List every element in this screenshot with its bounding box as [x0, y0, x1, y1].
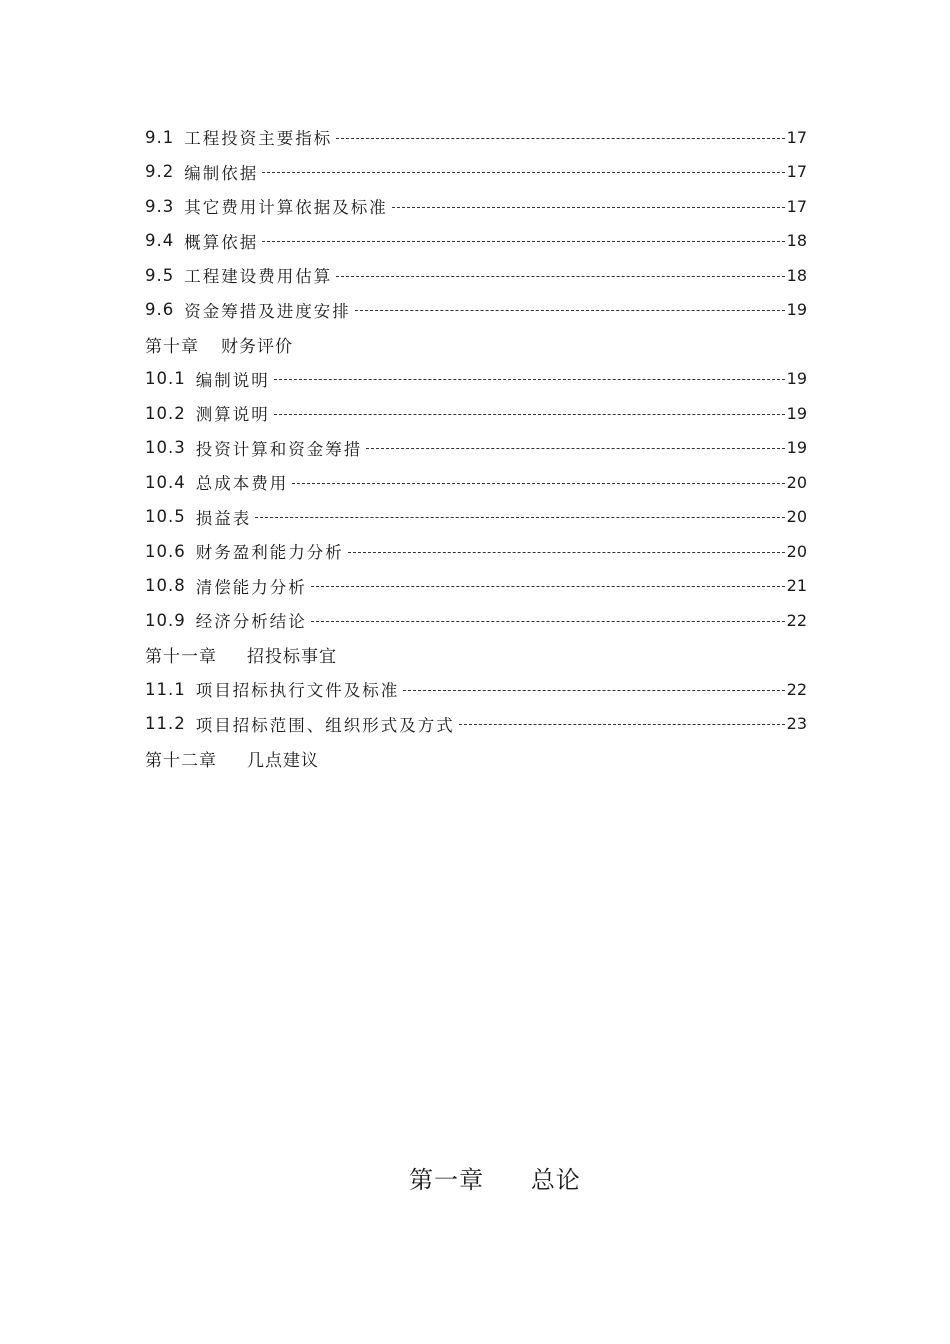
toc-entry-number: 9.4 [145, 231, 175, 251]
toc-leader [392, 207, 785, 208]
chapter-title: 总论 [530, 1166, 581, 1194]
toc-entry[interactable] [145, 362, 807, 397]
toc-entry-page: 19 [786, 403, 807, 423]
toc-entry[interactable] [145, 465, 807, 500]
toc-leader [311, 586, 785, 587]
toc-entry-page: 18 [786, 231, 807, 251]
toc-entry-page: 23 [786, 714, 807, 734]
toc-chapter-title: 财务评价 [221, 336, 293, 357]
toc-leader [459, 724, 785, 725]
toc-entry-page: 19 [786, 300, 807, 320]
toc-entry-page: 22 [786, 679, 807, 699]
toc-leader [403, 690, 784, 691]
toc-entry[interactable] [145, 155, 807, 190]
toc-leader [355, 310, 785, 311]
toc-entry-label: 其它费用计算依据及标准 [184, 198, 388, 218]
toc-leader [366, 448, 784, 449]
toc-entry[interactable] [145, 672, 807, 707]
toc-entry-label: 工程建设费用估算 [184, 267, 333, 287]
toc-leader [274, 379, 785, 380]
toc-leader [336, 138, 784, 139]
toc-entry-page: 20 [786, 472, 807, 492]
toc-entry-page: 21 [786, 576, 807, 596]
toc-chapter-heading[interactable] [145, 327, 807, 362]
toc-entry-number: 10.1 [145, 369, 186, 389]
toc-entry-page: 19 [786, 369, 807, 389]
toc-entry-page: 18 [786, 265, 807, 285]
toc-leader [262, 241, 784, 242]
toc-entry[interactable] [145, 707, 807, 742]
toc-entry[interactable] [145, 431, 807, 466]
toc-chapter-title: 招投标事宜 [247, 647, 337, 668]
toc-entry[interactable] [145, 293, 807, 328]
toc-entry-number: 9.1 [145, 127, 175, 147]
toc-leader [292, 483, 784, 484]
toc-entry-label: 测算说明 [195, 405, 270, 425]
chapter-heading [0, 1160, 950, 1195]
toc-entry-page: 20 [786, 541, 807, 561]
toc-entry[interactable] [145, 258, 807, 293]
toc-entry-label: 工程投资主要指标 [184, 129, 333, 149]
toc-entry-page: 22 [786, 610, 807, 630]
toc-entry-label: 编制说明 [195, 370, 270, 390]
toc-entry-number: 10.5 [145, 507, 186, 527]
chapter-number: 第一章 [409, 1166, 485, 1194]
toc-entry-label: 财务盈利能力分析 [195, 543, 344, 563]
toc-entry-label: 损益表 [195, 508, 252, 528]
toc-chapter-number: 第十二章 [145, 750, 217, 771]
toc-entry-page: 20 [786, 507, 807, 527]
toc-chapter-heading[interactable] [145, 741, 807, 776]
toc-entry[interactable] [145, 500, 807, 535]
toc-entry-number: 11.2 [145, 714, 186, 734]
toc-chapter-number: 第十一章 [145, 647, 217, 668]
toc-entry-label: 清偿能力分析 [195, 577, 307, 597]
toc-entry-label: 项目招标范围、组织形式及方式 [195, 715, 455, 735]
toc-entry-page: 19 [786, 438, 807, 458]
toc-chapter-title: 几点建议 [247, 750, 319, 771]
toc-entry-page: 17 [786, 127, 807, 147]
toc-entry-page: 17 [786, 162, 807, 182]
toc-entry-label: 经济分析结论 [195, 612, 307, 632]
toc-entry-label: 资金筹措及进度安排 [184, 301, 351, 321]
toc-entry-number: 10.2 [145, 403, 186, 423]
toc-entry[interactable] [145, 569, 807, 604]
toc-leader [336, 276, 784, 277]
table-of-contents [145, 120, 807, 776]
toc-entry-label: 编制依据 [184, 163, 259, 183]
toc-entry-number: 9.6 [145, 300, 175, 320]
toc-chapter-number: 第十章 [145, 336, 199, 357]
toc-entry-number: 10.4 [145, 472, 186, 492]
toc-leader [262, 172, 784, 173]
toc-entry-number: 10.3 [145, 438, 186, 458]
toc-entry-label: 项目招标执行文件及标准 [195, 681, 400, 701]
toc-chapter-heading[interactable] [145, 638, 807, 673]
toc-leader [348, 552, 785, 553]
toc-entry[interactable] [145, 603, 807, 638]
toc-entry-page: 17 [786, 196, 807, 216]
toc-entry[interactable] [145, 396, 807, 431]
toc-leader [255, 517, 784, 518]
toc-leader [274, 414, 785, 415]
toc-entry-number: 10.8 [145, 576, 186, 596]
toc-entry-label: 概算依据 [184, 232, 259, 252]
toc-entry[interactable] [145, 224, 807, 259]
toc-entry-number: 9.2 [145, 162, 175, 182]
toc-entry[interactable] [145, 189, 807, 224]
toc-entry-number: 9.5 [145, 265, 175, 285]
toc-entry[interactable] [145, 120, 807, 155]
toc-entry-number: 10.9 [145, 610, 186, 630]
toc-entry-number: 9.3 [145, 196, 175, 216]
toc-entry-number: 10.6 [145, 541, 186, 561]
toc-entry-number: 11.1 [145, 679, 186, 699]
toc-entry[interactable] [145, 534, 807, 569]
toc-entry-label: 投资计算和资金筹措 [195, 439, 363, 459]
toc-entry-label: 总成本费用 [195, 474, 289, 494]
toc-leader [311, 621, 785, 622]
